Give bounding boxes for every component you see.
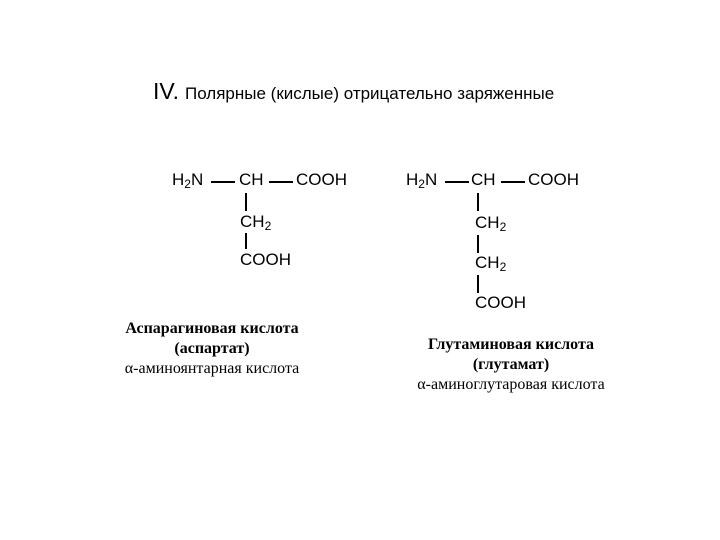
bond-ch2-cooh (477, 275, 479, 293)
aspartate-name: Аспарагиновая кислота (125, 320, 299, 337)
bond-c-cooh (501, 181, 525, 183)
bond-n-c (211, 181, 235, 183)
bond-n-c (445, 181, 469, 183)
aspartate-caption (100, 319, 324, 379)
amine-group: $H_2N$ (406, 170, 438, 191)
glutamate-systematic-name: α-аминоглутаровая кислота (417, 376, 605, 393)
alpha-carbon: CH (471, 170, 496, 189)
section-number: IV. (153, 78, 180, 104)
bond-side-cooh (245, 233, 247, 249)
bond-alpha-side (477, 193, 479, 211)
glutamate-name: Глутаминовая кислота (428, 336, 594, 353)
carboxyl-group: COOH (296, 170, 347, 189)
bond-c-cooh (269, 181, 293, 183)
side-chain-ch2-second: $CH_2$ (475, 253, 507, 274)
carboxyl-group: COOH (528, 170, 579, 189)
amine-group: $H_2N$ (172, 170, 204, 191)
aspartate-systematic-name: α-аминоянтарная кислота (124, 360, 300, 377)
bond-alpha-side (245, 193, 247, 211)
alpha-carbon: CH (239, 170, 264, 189)
section-title: Полярные (кислые) отрицательно заряженные (185, 84, 555, 103)
glutamate-alt-name: (глутамат) (472, 356, 550, 373)
side-chain-carboxyl: COOH (240, 250, 291, 269)
aspartate-alt-name: (аспартат) (174, 340, 250, 357)
side-chain-ch2-first: $CH_2$ (475, 213, 507, 234)
glutamate-caption (390, 335, 632, 395)
side-chain-carboxyl: COOH (475, 293, 526, 312)
bond-ch2-ch2 (477, 235, 479, 253)
side-chain-ch2: $CH_2$ (240, 212, 272, 233)
